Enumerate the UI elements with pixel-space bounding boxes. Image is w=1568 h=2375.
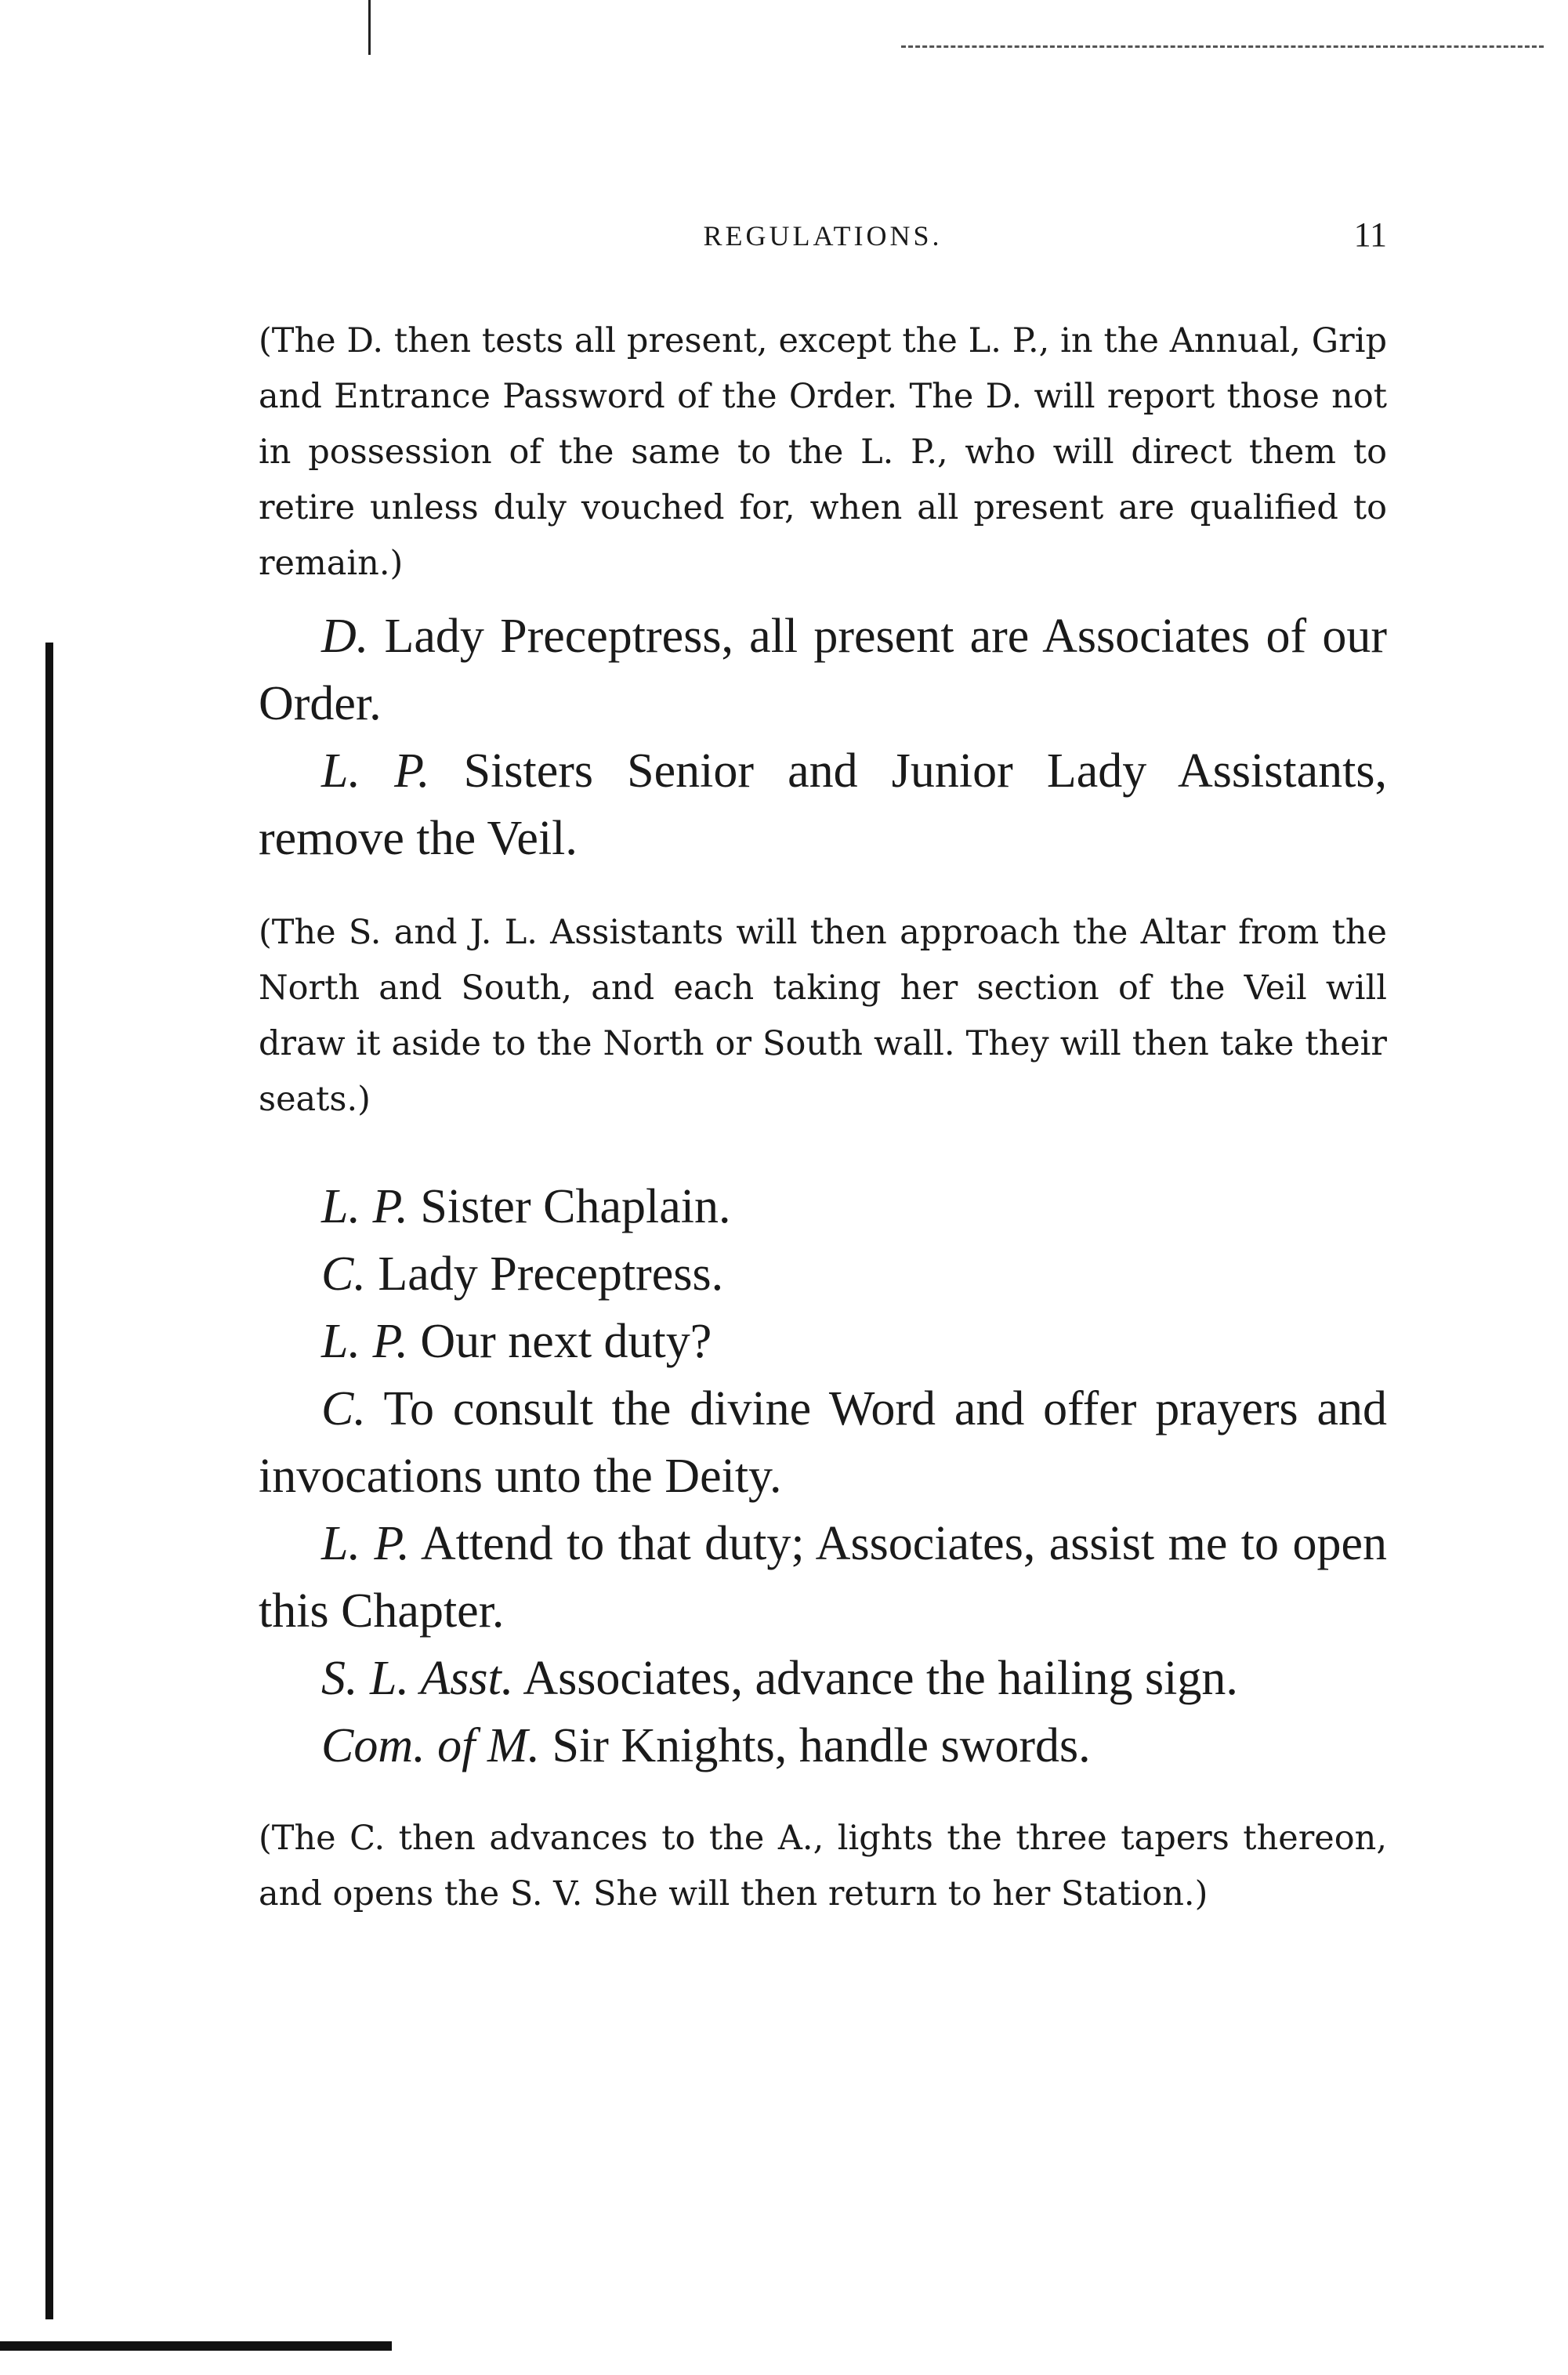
speaker: C. — [321, 1382, 366, 1435]
stage-direction — [259, 905, 1387, 1128]
dialogue-line — [259, 737, 1387, 872]
dialogue-line — [259, 1645, 1387, 1712]
dialogue-text: Lady Preceptress. — [378, 1247, 724, 1301]
stage-direction — [259, 313, 1387, 592]
binding-edge-line — [45, 643, 53, 2319]
dialogue-line — [259, 1173, 1387, 1240]
dialogue-line — [259, 1510, 1387, 1645]
binding-foot-line — [0, 2341, 392, 2351]
scan-artifact-dashes — [901, 45, 1544, 48]
speaker: D. — [321, 610, 369, 663]
speaker: L. P. — [321, 1517, 410, 1570]
page-number: 11 — [1353, 215, 1387, 254]
page-body — [259, 313, 1387, 1922]
running-head: REGULATIONS. — [703, 220, 943, 252]
dialogue-line — [259, 603, 1387, 737]
stage-direction-text: (The D. then tests all present, except the L. P., in the Annual, Grip and Entrance Password of the Order. The D. will report those not in possession of the same to the L. P., who will direct them to retire unless duly vouched for, when all present are qualified to remain.) — [259, 321, 1387, 583]
stage-direction-text: (The S. and J. L. Assistants will then approach the Altar from the North and South, and each taking her section of the Veil will draw it aside to the North or South wall. They will then take their seats.) — [259, 913, 1387, 1119]
dialogue-text: Associates, advance the hailing sign. — [523, 1652, 1238, 1705]
dialogue-line — [259, 1308, 1387, 1375]
speaker: L. P. — [321, 1315, 408, 1368]
speaker: L. P. — [321, 744, 430, 798]
dialogue-line — [259, 1240, 1387, 1308]
scan-artifact-tick — [368, 0, 371, 55]
dialogue-text: Sisters Senior and Junior Lady Assistants, remove the Veil. — [259, 744, 1387, 865]
dialogue-text: Our next duty? — [420, 1315, 712, 1368]
dialogue-text: Sister Chaplain. — [420, 1180, 731, 1233]
dialogue-text: Lady Preceptress, all present are Associates of our Order. — [259, 610, 1388, 730]
speaker: C. — [321, 1247, 366, 1301]
speaker: S. L. Asst. — [321, 1652, 514, 1705]
page-header — [259, 215, 1387, 266]
dialogue-text: Attend to that duty; Associates, assist me to open this Chapter. — [259, 1517, 1387, 1638]
dialogue-text: To consult the divine Word and offer prayers and invocations unto the Deity. — [259, 1382, 1387, 1503]
dialogue-line — [259, 1712, 1387, 1779]
dialogue-line — [259, 1375, 1387, 1510]
dialogue-text: Sir Knights, handle swords. — [552, 1719, 1091, 1772]
stage-direction-text: (The C. then advances to the A., lights the three tapers thereon, and opens the S. V. She will then return to her Station.) — [259, 1819, 1387, 1913]
speaker: Com. of M. — [321, 1719, 540, 1772]
stage-direction — [259, 1811, 1387, 1922]
speaker: L. P. — [321, 1180, 408, 1233]
